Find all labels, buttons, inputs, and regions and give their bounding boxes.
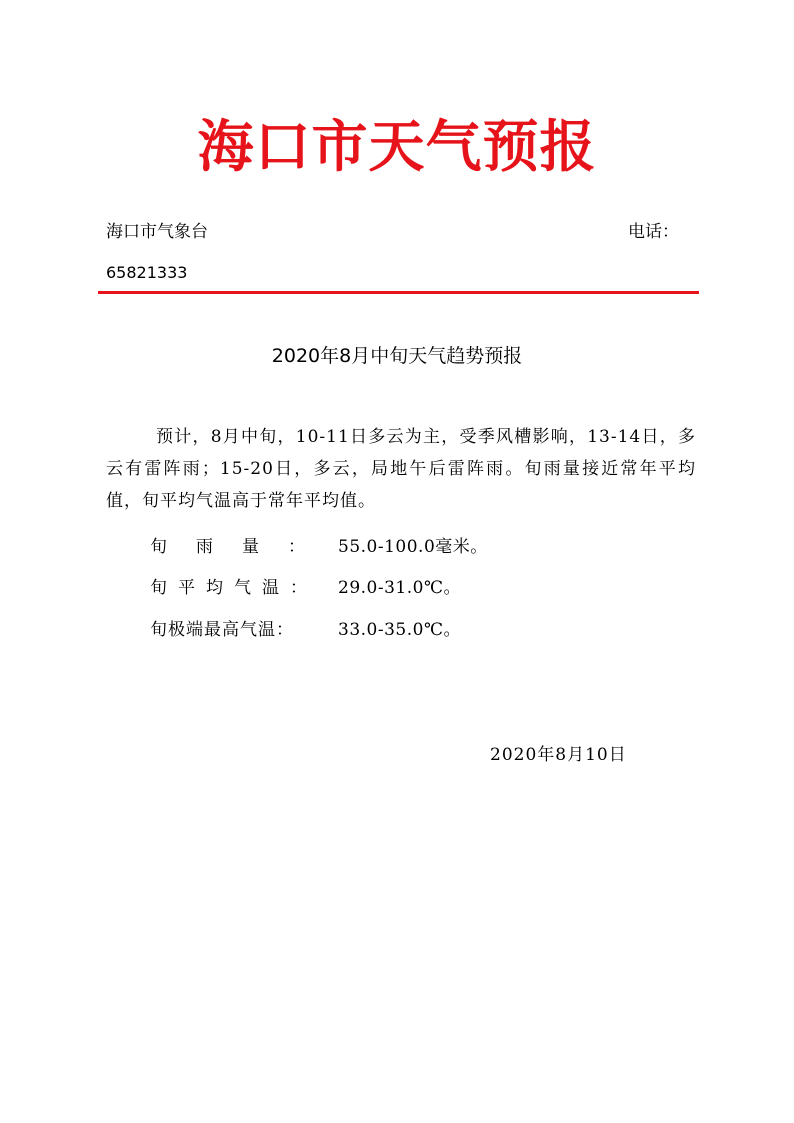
stat-value-max-temp: 33.0-35.0℃。	[338, 620, 461, 640]
header-divider	[98, 291, 699, 294]
stat-label-max-temp: 旬极端最高气温：	[150, 620, 294, 640]
forecast-banner-title: 海口市天气预报	[197, 115, 597, 180]
document-title: 2020年8月中旬天气趋势预报	[271, 345, 523, 367]
stat-label-rainfall: 旬雨量：	[150, 537, 334, 557]
stat-value-avg-temp: 29.0-31.0℃。	[338, 578, 461, 598]
issuer-name: 海口市气象台	[106, 222, 208, 242]
stat-value-rainfall: 55.0-100.0毫米。	[338, 537, 488, 557]
phone-label: 电话：	[628, 222, 679, 242]
phone-number: 65821333	[106, 263, 188, 282]
issue-date: 2020年8月10日	[490, 745, 627, 765]
stat-label-avg-temp: 旬平均气温：	[150, 578, 318, 598]
forecast-paragraph: 预计，8月中旬，10-11日多云为主，受季风槽影响，13-14日，多云有雷阵雨；15-20日，多云，局地午后雷阵雨。旬雨量接近常年平均值，旬平均气温高于常年平均值。	[106, 427, 696, 511]
